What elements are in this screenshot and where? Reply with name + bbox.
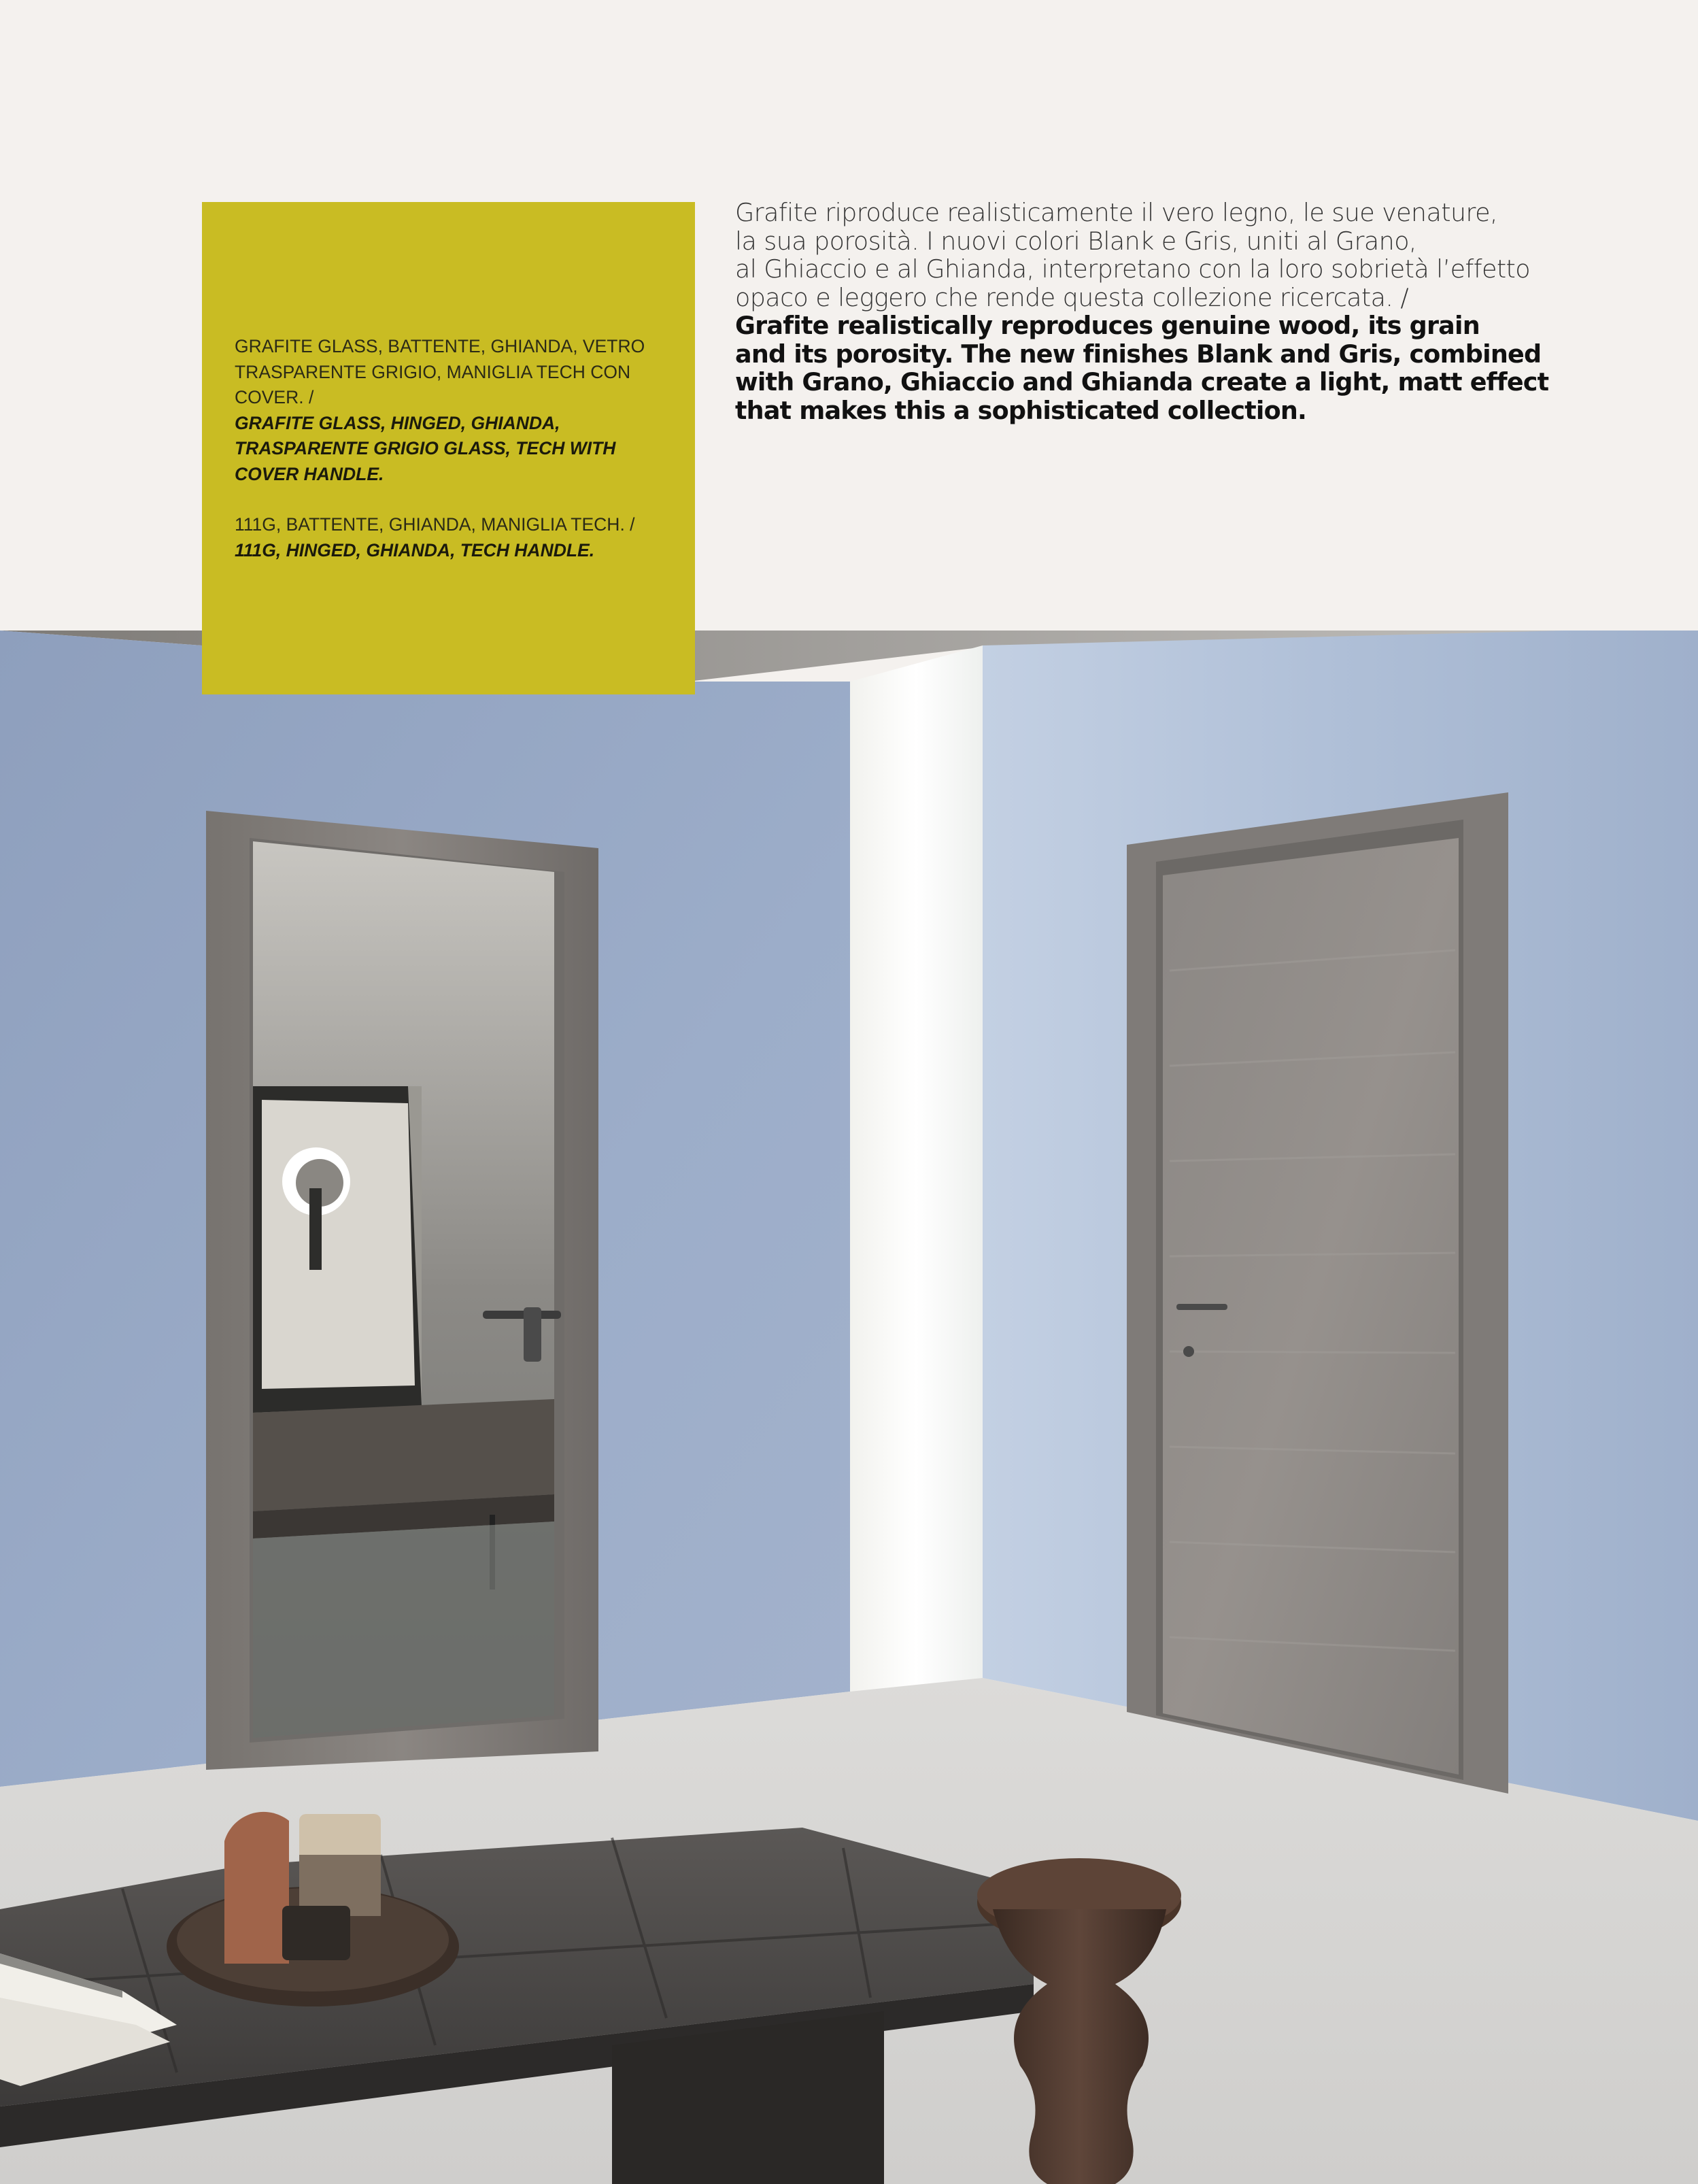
caption-en-line: GRAFITE GLASS, HINGED, GHIANDA, <box>235 412 560 433</box>
intro-it-line: Grafite riproduce realisticamente il vero legno, le sue venature, <box>735 198 1497 227</box>
caption-en-line: 111G, HINGED, GHIANDA, TECH HANDLE. <box>235 539 595 560</box>
intro-en-line: and its porosity. The new finishes Blank and Gris, combined <box>735 339 1542 369</box>
intro-paragraph <box>735 198 1549 425</box>
caption-box <box>202 202 695 694</box>
solid-door <box>1127 792 1508 1794</box>
intro-it-line: al Ghiaccio e al Ghianda, interpretano con la loro sobrietà l’effetto <box>735 254 1530 284</box>
caption-it-line: TRASPARENTE GRIGIO, MANIGLIA TECH CON <box>235 361 631 382</box>
caption-it-line: GRAFITE GLASS, BATTENTE, GHIANDA, VETRO <box>235 336 645 356</box>
intro-it-line: opaco e leggero che rende questa collezione ricercata. / <box>735 282 1409 312</box>
caption-it-line: COVER. / <box>235 387 314 407</box>
intro-en-line: that makes this a sophisticated collection. <box>735 395 1307 425</box>
light-slot <box>850 645 983 1692</box>
caption-it-line: 111G, BATTENTE, GHIANDA, MANIGLIA TECH. / <box>235 514 635 535</box>
caption-text <box>235 334 677 563</box>
mug-small <box>282 1906 350 1960</box>
caption-en-line: COVER HANDLE. <box>235 463 384 484</box>
glass-door <box>206 811 598 1770</box>
intro-en-line: Grafite realistically reproduces genuine wood, its grain <box>735 311 1480 340</box>
caption-en-line: TRASPARENTE GRIGIO GLASS, TECH WITH <box>235 438 616 458</box>
wood-arch <box>224 1812 289 1964</box>
intro-it-line: la sua porosità. I nuovi colori Blank e Gris, uniti al Grano, <box>735 226 1416 256</box>
interior-photo <box>0 631 1698 2184</box>
intro-en-line: with Grano, Ghiaccio and Ghianda create a light, matt effect <box>735 367 1549 397</box>
